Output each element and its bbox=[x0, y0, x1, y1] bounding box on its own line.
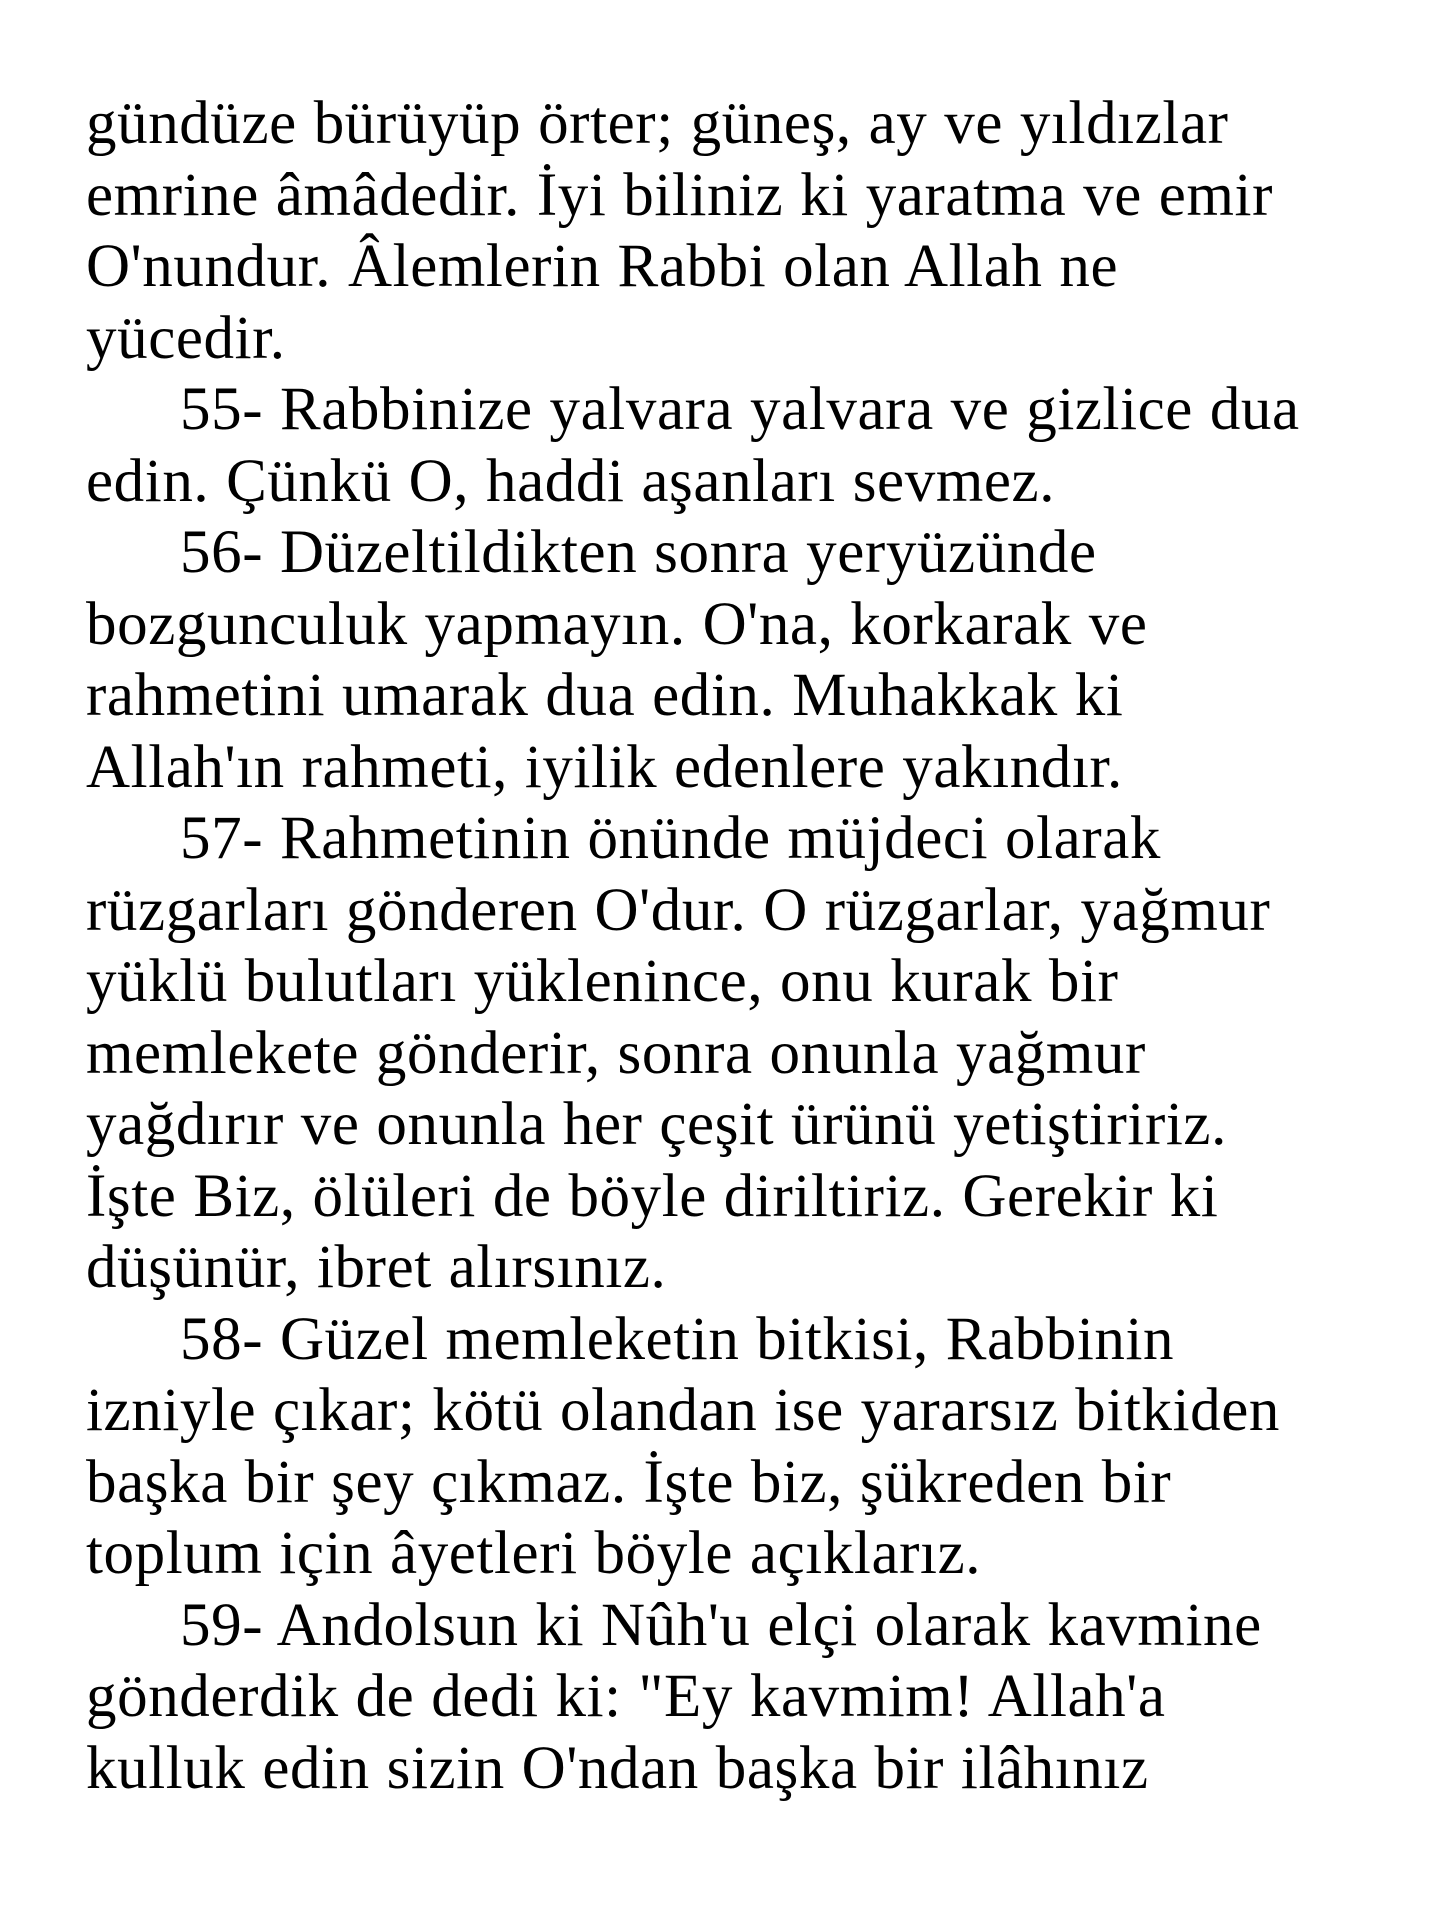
text-line: memlekete gönderir, sonra onunla yağmur bbox=[86, 1019, 1146, 1087]
text-line: yücedir. bbox=[86, 304, 286, 372]
text-line: edin. Çünkü O, haddi aşanları sevmez. bbox=[86, 447, 1056, 515]
text-line: kulluk edin sizin O'ndan başka bir ilâhınız bbox=[86, 1734, 1149, 1802]
verse-start-line: 58- Güzel memleketin bitkisi, Rabbinin bbox=[180, 1305, 1175, 1373]
text-line: gündüze bürüyüp örter; güneş, ay ve yıldızlar bbox=[86, 90, 1229, 157]
verse-start-line: 55- Rabbinize yalvara yalvara ve gizlice dua bbox=[180, 376, 1300, 443]
text-line: rüzgarları gönderen O'dur. O rüzgarlar, yağmur bbox=[86, 876, 1271, 944]
body-text bbox=[86, 88, 1406, 1804]
text-line: toplum için âyetleri böyle açıklarız. bbox=[86, 1520, 982, 1587]
text-line: yağdırır ve onunla her çeşit ürünü yetiştiririz. bbox=[86, 1091, 1227, 1158]
text-line: Allah'ın rahmeti, iyilik edenlere yakındır. bbox=[86, 733, 1123, 801]
text-line: düşünür, ibret alırsınız. bbox=[86, 1234, 667, 1301]
text-line: emrine âmâdedir. İyi biliniz ki yaratma ve emir bbox=[86, 161, 1273, 229]
text-line: yüklü bulutları yüklenince, onu kurak bir bbox=[86, 948, 1119, 1015]
verse-start-line: 56- Düzeltildikten sonra yeryüzünde bbox=[180, 519, 1097, 586]
text-line: gönderdik de dedi ki: "Ey kavmim! Allah'a bbox=[86, 1663, 1166, 1730]
verse-start-line: 57- Rahmetinin önünde müjdeci olarak bbox=[180, 805, 1162, 872]
text-line: izniyle çıkar; kötü olandan ise yararsız bitkiden bbox=[86, 1377, 1281, 1444]
text-line: bozgunculuk yapmayın. O'na, korkarak ve bbox=[86, 590, 1148, 658]
text-line: başka bir şey çıkmaz. İşte biz, şükreden bir bbox=[86, 1448, 1172, 1516]
text-line: rahmetini umarak dua edin. Muhakkak ki bbox=[86, 662, 1124, 729]
text-line: O'nundur. Âlemlerin Rabbi olan Allah ne bbox=[86, 233, 1119, 300]
text-line: İşte Biz, ölüleri de böyle diriltiriz. Gerekir ki bbox=[86, 1162, 1219, 1230]
verse-start-line: 59- Andolsun ki Nûh'u elçi olarak kavmine bbox=[180, 1591, 1262, 1659]
